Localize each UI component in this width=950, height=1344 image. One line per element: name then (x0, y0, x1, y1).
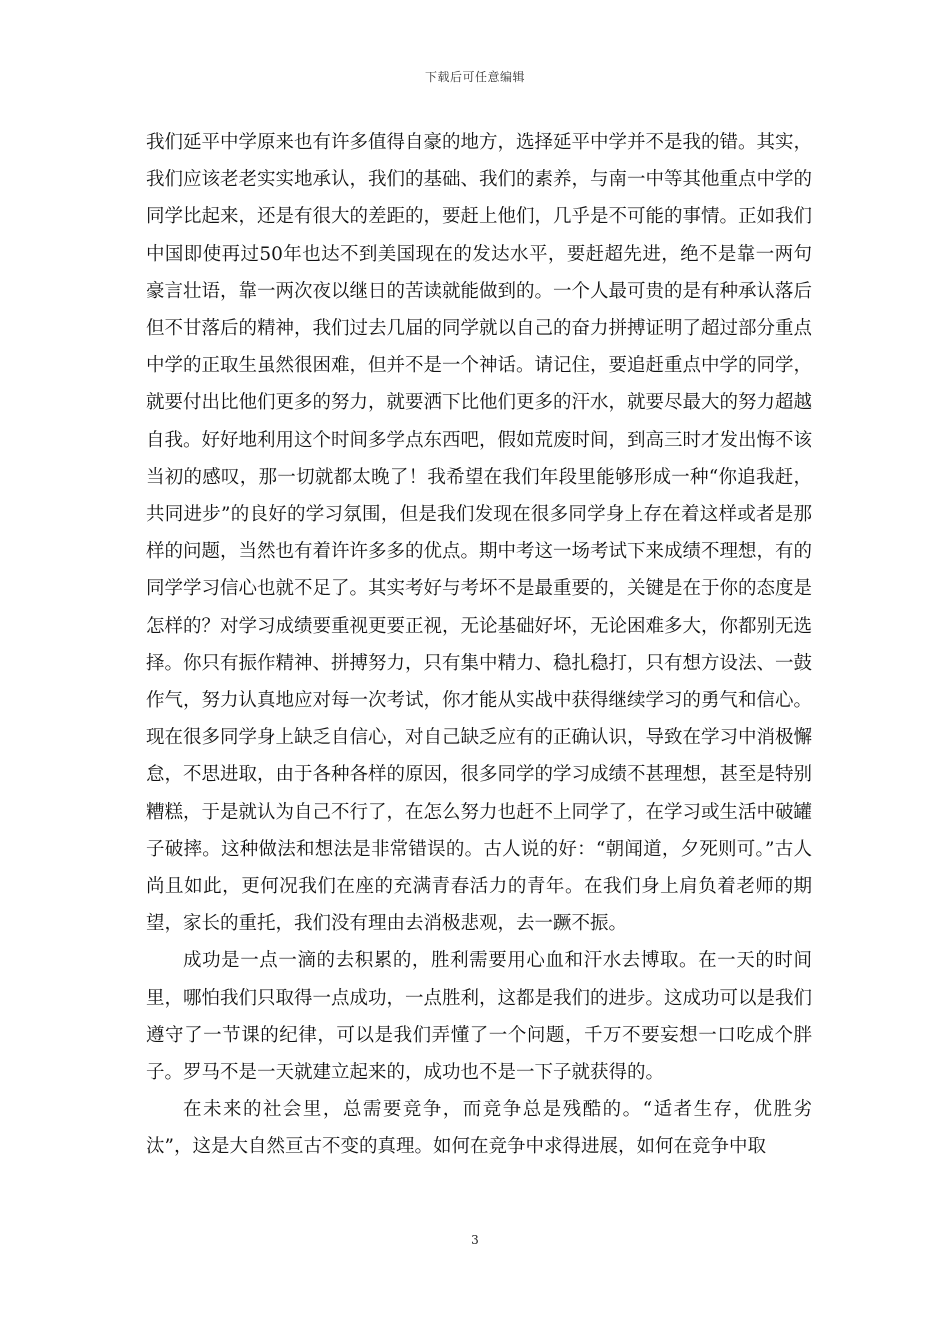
paragraph-3: 在未来的社会里，总需要竞争，而竞争总是残酷的。“适者生存，优胜劣汰”，这是大自然亘古不变的真理。如何在竞争中求得进展，如何在竞争中取 (146, 1099, 812, 1158)
paragraph-1: 我们延平中学原来也有许多值得自豪的地方，选择延平中学并不是我的错。其实，我们应该老老实实地承认，我们的基础、我们的素养，与南一中等其他重点中学的同学比起来，还是有很大的差距的，要赶上他们，几乎是不可能的事情。正如我们中国即使再过50年也达不到美国现在的发达水平，要赶超先进，绝不是靠一两句豪言壮语，靠一两次夜以继日的苦读就能做到的。一个人最可贵的是有种承认落后但不甘落后的精神，我们过去几届的同学就以自己的奋力拼搏证明了超过部分重点中学的正取生虽然很困难，但并不是一个神话。请记住，要追赶重点中学的同学，就要付出比他们更多的努力，就要洒下比他们更多的汗水，就要尽最大的努力超越自我。好好地利用这个时间多学点东西吧，假如荒废时间，到高三时才发出悔不该当初的感叹，那一切就都太晚了！我希望在我们年段里能够形成一种“你追我赶，共同进步”的良好的学习氛围，但是我们发现在很多同学身上存在着这样或者是那样的问题，当然也有着许许多多的优点。期中考这一场考试下来成绩不理想，有的同学学习信心也就不足了。其实考好与考坏不是最重要的，关键是在于你的态度是怎样的？对学习成绩要重视更要正视，无论基础好坏，无论困难多大，你都别无选择。你只有振作精神、拼搏努力，只有集中精力、稳扎稳打，只有想方设法、一鼓作气，努力认真地应对每一次考试，你才能从实战中获得继续学习的勇气和信心。现在很多同学身上缺乏自信心，对自己缺乏应有的正确认识，导致在学习中消极懈怠，不思进取，由于各种各样的原因，很多同学的学习成绩不甚理想，甚至是特别糟糕，于是就认为自己不行了，在怎么努力也赶不上同学了，在学习或生活中破罐子破摔。这种做法和想法是非常错误的。古人说的好：“朝闻道，夕死则可。”古人尚且如此，更何况我们在座的充满青春活力的青年。在我们身上肩负着老师的期望，家长的重托，我们没有理由去消极悲观，去一蹶不振。 (146, 132, 813, 935)
paragraph-2: 成功是一点一滴的去积累的，胜利需要用心血和汗水去博取。在一天的时间里，哪怕我们只取得一点成功，一点胜利，这都是我们的进步。这成功可以是我们遵守了一节课的纪律，可以是我们弄懂了一个问题，千万不要妄想一口吃成个胖子。罗马不是一天就建立起来的，成功也不是一下子就获得的。 (146, 950, 813, 1084)
page-header: 下载后可任意编辑 (424, 70, 525, 84)
document-body (146, 124, 812, 1166)
page-number: 3 (471, 1233, 479, 1247)
